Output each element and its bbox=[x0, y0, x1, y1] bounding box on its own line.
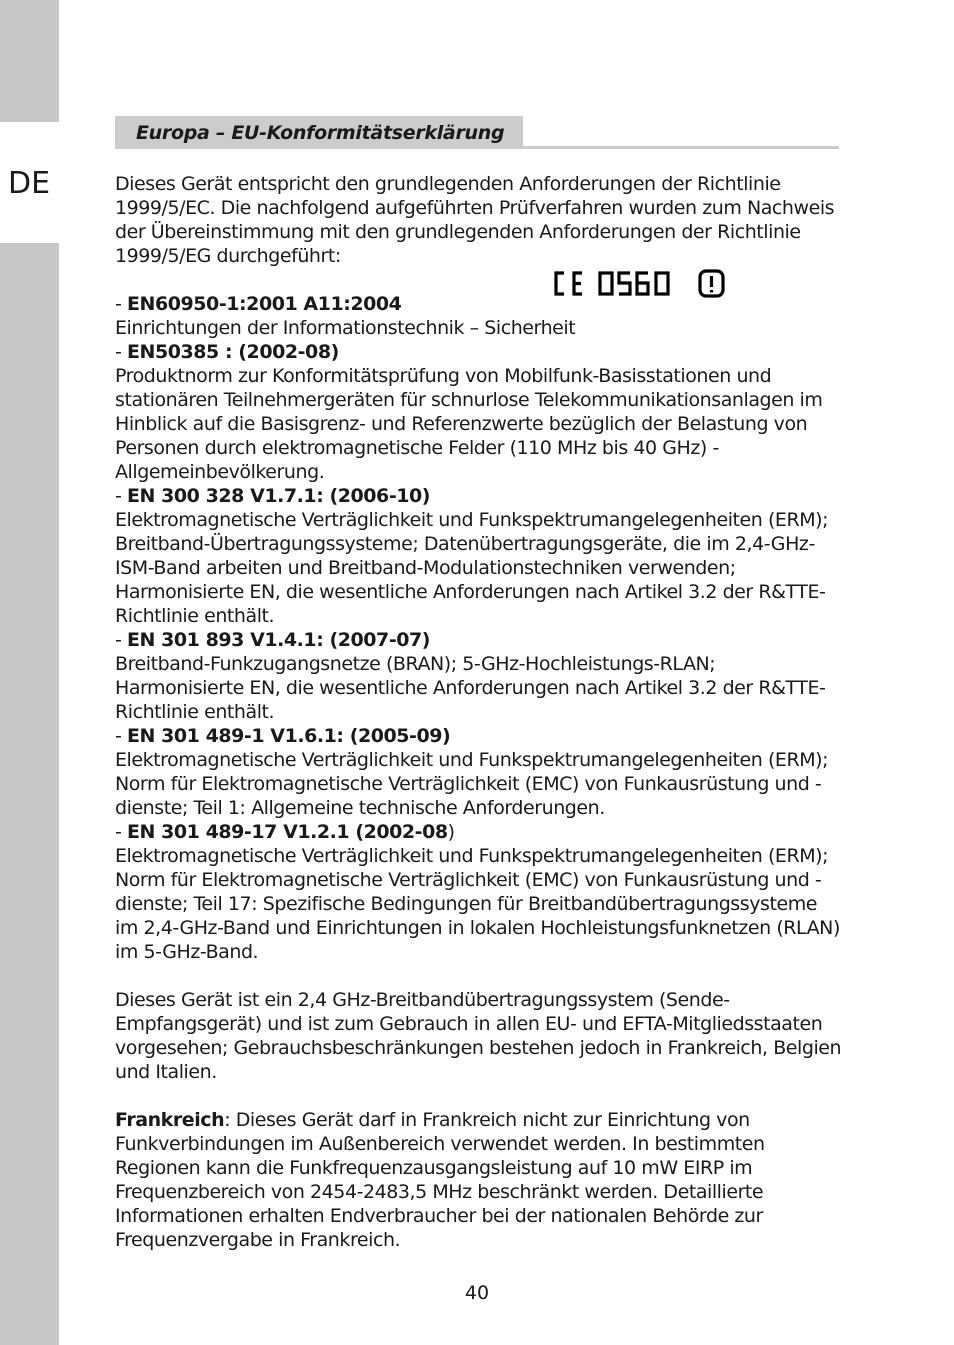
standard-heading bbox=[115, 292, 843, 316]
page-number: 40 bbox=[464, 1282, 490, 1304]
list-dash: - bbox=[115, 485, 127, 507]
standard-code: EN 300 328 V1.7.1: (2006-10) bbox=[127, 485, 431, 507]
list-dash: - bbox=[115, 293, 127, 315]
standard-heading bbox=[115, 820, 843, 844]
standard-code: EN60950-1:2001 A11:2004 bbox=[127, 293, 402, 315]
standard-description: Einrichtungen der Informationstechnik – Sicherheit bbox=[115, 317, 576, 339]
standard-heading bbox=[115, 628, 843, 652]
standard-code: EN 301 893 V1.4.1: (2007-07) bbox=[127, 629, 431, 651]
spacer bbox=[115, 1084, 843, 1108]
section-title: Europa – EU-Konformitätserklärung bbox=[136, 122, 505, 144]
france-label: Frankreich bbox=[115, 1109, 225, 1131]
standard-item bbox=[115, 628, 843, 724]
standard-item bbox=[115, 724, 843, 820]
standard-heading bbox=[115, 724, 843, 748]
standard-description: Elektromagnetische Verträglichkeit und Funkspektrumangelegenheiten (ERM); Breitband-Übertragungssysteme; Datenübertragungsgeräte, die im 2,4-GHz-ISM-Band arbeiten und Breitband-Modulationstechniken verwenden; Harmonisierte EN, die wesentliche Anforderungen nach Artikel 3.2 der R&TTE-Richtlinie enthält. bbox=[115, 509, 829, 627]
sidebar-tab-bottom bbox=[0, 243, 59, 1345]
language-tab-label: DE bbox=[8, 166, 51, 201]
standard-item bbox=[115, 820, 843, 964]
standard-heading bbox=[115, 340, 843, 364]
list-dash: - bbox=[115, 725, 127, 747]
sidebar-tab-top bbox=[0, 0, 59, 122]
usage-paragraph: Dieses Gerät ist ein 2,4 GHz-Breitbandübertragungssystem (Sende-Empfangsgerät) und ist zum Gebrauch in allen EU- und EFTA-Mitgliedsstaaten vorgesehen; Gebrauchsbeschränkungen bestehen jedoch in Frankreich, Belgien und Italien. bbox=[115, 989, 842, 1083]
standard-description: Breitband-Funkzugangsnetze (BRAN); 5-GHz-Hochleistungs-RLAN; Harmonisierte EN, die wesentliche Anforderungen nach Artikel 3.2 der R&TTE-Richtlinie enthält. bbox=[115, 653, 826, 723]
spacer bbox=[115, 268, 843, 292]
spacer bbox=[115, 964, 843, 988]
standard-code: EN 301 489-17 V1.2.1 (2002-08 bbox=[127, 821, 448, 843]
standard-description: Elektromagnetische Verträglichkeit und Funkspektrumangelegenheiten (ERM); Norm für Elektromagnetische Verträglichkeit (EMC) von Funkausrüstung und -dienste; Teil 1: Allgemeine technische Anforderungen. bbox=[115, 749, 829, 819]
standard-item bbox=[115, 484, 843, 628]
standards-list bbox=[115, 292, 843, 964]
list-dash: - bbox=[115, 629, 127, 651]
standard-code: EN 301 489-1 V1.6.1: (2005-09) bbox=[127, 725, 451, 747]
list-dash: - bbox=[115, 341, 127, 363]
standard-code: EN50385 : (2002-08) bbox=[127, 341, 339, 363]
standard-item bbox=[115, 340, 843, 484]
standard-heading bbox=[115, 484, 843, 508]
section-header bbox=[115, 116, 523, 149]
standard-code-suffix: ) bbox=[447, 821, 455, 843]
france-paragraph bbox=[115, 1108, 843, 1252]
section-header-rule bbox=[523, 146, 839, 149]
intro-paragraph: Dieses Gerät entspricht den grundlegenden Anforderungen der Richtlinie 1999/5/EC. Die nachfolgend aufgeführten Prüfverfahren wurden zum Nachweis der Übereinstimmung mit den grundlegenden Anforderungen der Richtlinie 1999/5/EG durchgeführt: bbox=[115, 173, 835, 267]
standard-item bbox=[115, 292, 843, 340]
standard-description: Produktnorm zur Konformitätsprüfung von Mobilfunk-Basisstationen und stationären Teilnehmergeräten für schnurlose Telekommunikationsanlagen im Hinblick auf die Basisgrenz- und Referenzwerte bezüglich der Belastung von Personen durch elektromagnetische Felder (110 MHz bis 40 GHz) - Allgemeinbevölkerung. bbox=[115, 365, 823, 483]
list-dash: - bbox=[115, 821, 127, 843]
document-body bbox=[115, 172, 843, 1252]
standard-description: Elektromagnetische Verträglichkeit und Funkspektrumangelegenheiten (ERM); Norm für Elektromagnetische Verträglichkeit (EMC) von Funkausrüstung und -dienste; Teil 17: Spezifische Bedingungen für Breitbandübertragungssysteme im 2,4-GHz-Band und Einrichtungen in lokalen Hochleistungsfunknetzen (RLAN) im 5-GHz-Band. bbox=[115, 845, 840, 963]
france-text: : Dieses Gerät darf in Frankreich nicht zur Einrichtung von Funkverbindungen im Außenbereich verwendet werden. In bestimmten Regionen kann die Funkfrequenzausgangsleistung auf 10 mW EIRP im Frequenzbereich von 2454-2483,5 MHz beschränkt werden. Detaillierte Informationen erhalten Endverbraucher bei der nationalen Behörde zur Frequenzvergabe in Frankreich. bbox=[115, 1109, 765, 1251]
